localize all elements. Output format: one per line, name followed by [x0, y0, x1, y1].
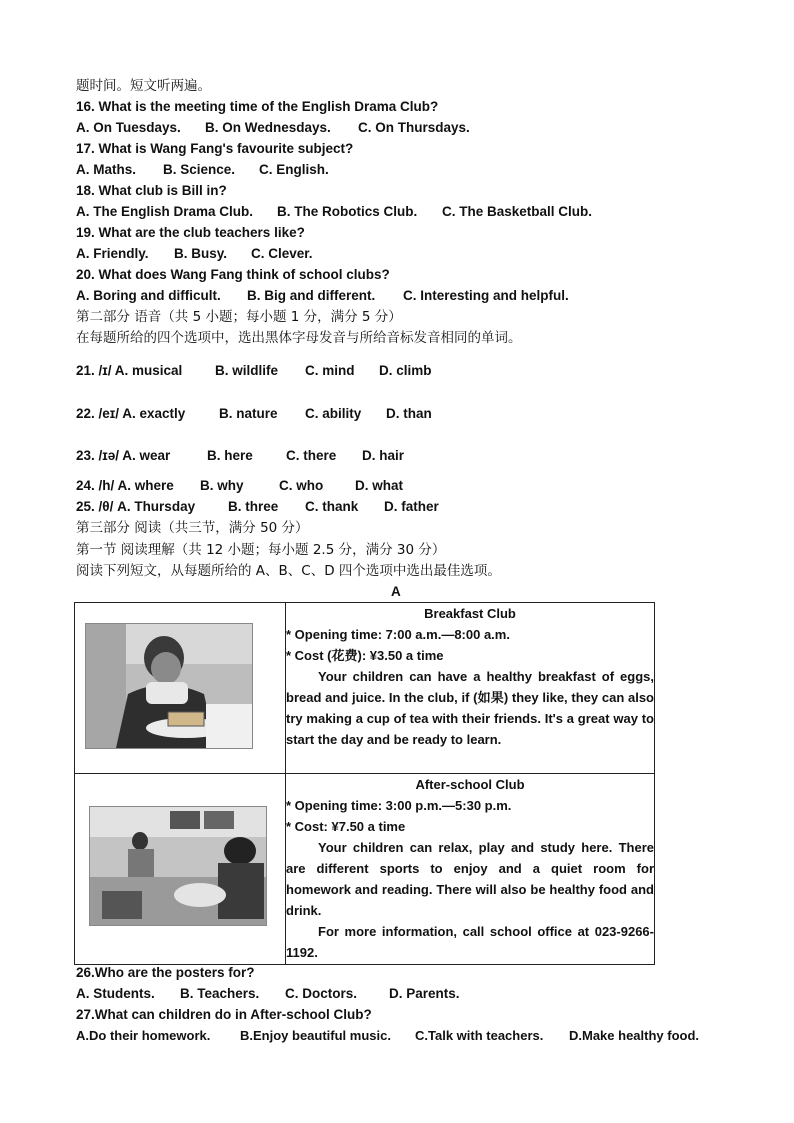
section1-heading: 第一节 阅读理解（共 12 小题；每小题 2.5 分，满分 30 分） [76, 542, 446, 558]
option-19b[interactable]: B. Busy. [174, 246, 228, 261]
option-26d[interactable]: D. Parents. [389, 986, 460, 1001]
option-16c[interactable]: C. On Thursdays. [358, 120, 470, 135]
option-24c[interactable]: C. who [279, 478, 324, 493]
option-26b[interactable]: B. Teachers. [180, 986, 260, 1001]
question-25 [76, 498, 439, 516]
breakfast-club-title: Breakfast Club [424, 606, 516, 621]
option-21d[interactable]: D. climb [379, 363, 432, 378]
option-27c[interactable]: C.Talk with teachers. [415, 1028, 544, 1043]
option-23d[interactable]: D. hair [362, 448, 405, 463]
part3-heading: 第三部分 阅读（共三节，满分 50 分） [76, 520, 309, 536]
option-24b[interactable]: B. why [200, 478, 244, 493]
option-26a[interactable]: A. Students. [76, 986, 155, 1001]
option-21b[interactable]: B. wildlife [215, 363, 279, 378]
option-23b[interactable]: B. here [207, 448, 253, 463]
question-25-stem: 25. /θ/ A. Thursday [76, 499, 196, 514]
question-22 [76, 405, 432, 423]
option-17b[interactable]: B. Science. [163, 162, 236, 177]
poster-after-school [75, 774, 655, 965]
passage-label: A [391, 584, 401, 599]
question-21-stem: 21. /ɪ/ A. musical [76, 363, 183, 378]
part2-heading: 第二部分 语音（共 5 小题；每小题 1 分，满分 5 分） [76, 309, 402, 325]
option-24d[interactable]: D. what [355, 478, 404, 493]
option-22b[interactable]: B. nature [219, 406, 278, 421]
option-18c[interactable]: C. The Basketball Club. [442, 204, 593, 219]
option-25d[interactable]: D. father [384, 499, 439, 514]
question-16: 16. What is the meeting time of the English Drama Club? [76, 99, 439, 114]
breakfast-opening-time: * Opening time: 7:00 a.m.—8:00 a.m. [286, 627, 510, 642]
option-20c[interactable]: C. Interesting and helpful. [403, 288, 569, 303]
question-21 [76, 362, 432, 380]
poster-image-cell [75, 603, 286, 774]
after-school-contact: For more information, call school office at 023-9266-1192. [286, 924, 654, 960]
options-17 [76, 161, 329, 179]
option-20a[interactable]: A. Boring and difficult. [76, 288, 221, 303]
option-18b[interactable]: B. The Robotics Club. [277, 204, 418, 219]
option-27b[interactable]: B.Enjoy beautiful music. [240, 1028, 391, 1043]
question-23-stem: 23. /ɪə/ A. wear [76, 448, 171, 463]
breakfast-photo-illustration [86, 624, 252, 748]
after-school-cost: * Cost: ¥7.50 a time [286, 819, 406, 834]
intro-line: 题时间。短文听两遍。 [76, 78, 211, 94]
option-21c[interactable]: C. mind [305, 363, 355, 378]
option-20b[interactable]: B. Big and different. [247, 288, 376, 303]
after-school-opening-time: * Opening time: 3:00 p.m.—5:30 p.m. [286, 798, 512, 813]
poster-breakfast [75, 603, 655, 774]
option-16b[interactable]: B. On Wednesdays. [205, 120, 331, 135]
section1-instruction: 阅读下列短文，从每题所给的 A、B、C、D 四个选项中选出最佳选项。 [76, 563, 501, 579]
option-25c[interactable]: C. thank [305, 499, 359, 514]
poster-text-breakfast [286, 603, 655, 774]
question-19: 19. What are the club teachers like? [76, 225, 305, 240]
options-16 [76, 119, 470, 137]
option-23c[interactable]: C. there [286, 448, 337, 463]
options-27 [76, 1027, 699, 1045]
option-17a[interactable]: A. Maths. [76, 162, 137, 177]
question-22-stem: 22. /eɪ/ A. exactly [76, 406, 186, 421]
options-19 [76, 245, 313, 263]
option-17c[interactable]: C. English. [259, 162, 329, 177]
question-24-stem: 24. /h/ A. where [76, 478, 174, 493]
poster-image-cell [75, 774, 286, 965]
option-25b[interactable]: B. three [228, 499, 279, 514]
options-26 [76, 985, 460, 1003]
question-24 [76, 477, 403, 495]
after-school-club-title: After-school Club [415, 777, 525, 792]
options-18 [76, 203, 592, 221]
question-20: 20. What does Wang Fang think of school clubs? [76, 267, 390, 282]
option-18a[interactable]: A. The English Drama Club. [76, 204, 254, 219]
option-27a[interactable]: A.Do their homework. [76, 1028, 211, 1043]
question-23 [76, 447, 404, 465]
after-school-photo-illustration [90, 807, 266, 925]
question-18: 18. What club is Bill in? [76, 183, 227, 198]
after-school-description: Your children can relax, play and study here. There are different sports to enjoy and a quiet room for homework and reading. There will also be healthy food and drink. [286, 840, 654, 918]
question-26: 26.Who are the posters for? [76, 965, 255, 980]
breakfast-description: Your children can have a healthy breakfast of eggs, bread and juice. In the club, if (如果) they like, they can also try making a cup of tea with their friends. It's a great way to start the day and be ready to learn. [286, 669, 654, 747]
option-22c[interactable]: C. ability [305, 406, 362, 421]
option-19a[interactable]: A. Friendly. [76, 246, 149, 261]
posters-table [74, 602, 655, 965]
option-27d[interactable]: D.Make healthy food. [569, 1028, 700, 1043]
question-27: 27.What can children do in After-school Club? [76, 1007, 372, 1022]
after-school-photo [89, 806, 267, 926]
poster-text-after-school [286, 774, 655, 965]
question-17: 17. What is Wang Fang's favourite subject? [76, 141, 354, 156]
options-20 [76, 287, 569, 305]
option-16a[interactable]: A. On Tuesdays. [76, 120, 181, 135]
breakfast-photo [85, 623, 253, 749]
option-19c[interactable]: C. Clever. [251, 246, 313, 261]
option-26c[interactable]: C. Doctors. [285, 986, 358, 1001]
breakfast-cost: * Cost (花费): ¥3.50 a time [286, 648, 444, 663]
part2-instruction: 在每题所给的四个选项中，选出黑体字母发音与所给音标发音相同的单词。 [76, 330, 522, 346]
option-22d[interactable]: D. than [386, 406, 432, 421]
